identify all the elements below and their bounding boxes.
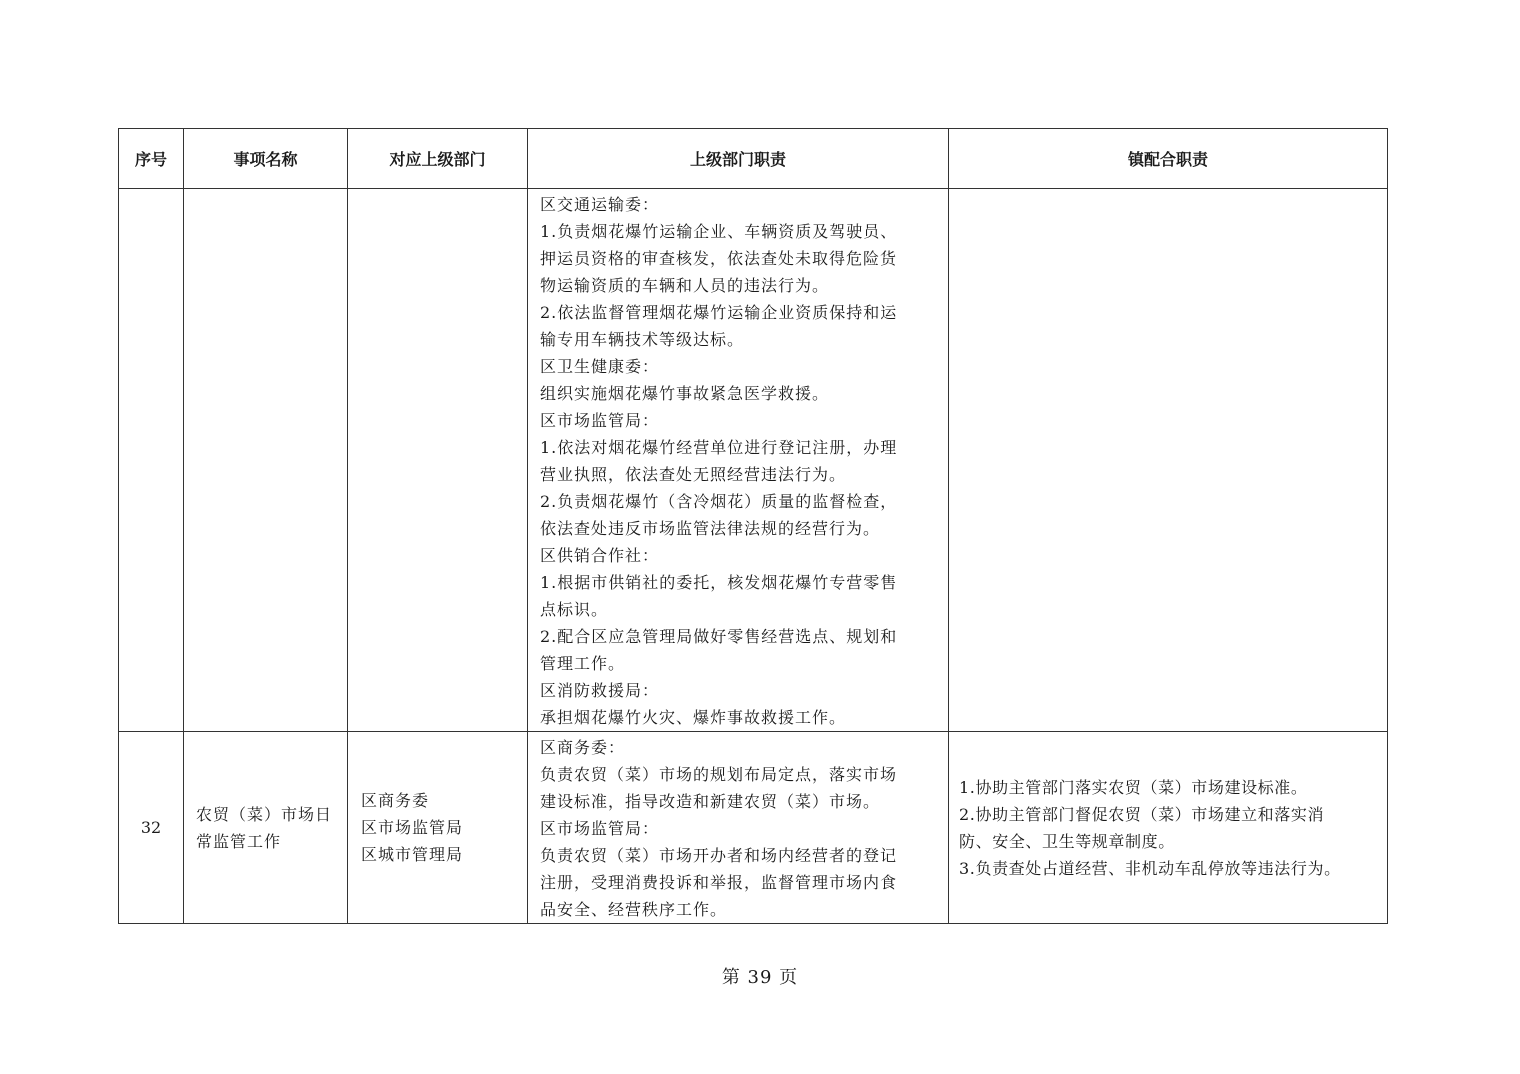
duty-line: 组织实施烟花爆竹事故紧急医学救援。 xyxy=(540,384,830,403)
superior-duties-cell xyxy=(528,189,949,732)
duty-line: 区卫生健康委： xyxy=(540,357,660,376)
duty-line: 负责农贸（菜）市场的规划布局定点，落实市场 xyxy=(540,765,898,784)
town-duty-line: 3.负责查处占道经营、非机动车乱停放等违法行为。 xyxy=(959,858,1341,878)
duty-line: 2.配合区应急管理局做好零售经营选点、规划和 xyxy=(540,627,898,646)
duty-line: 建设标准，指导改造和新建农贸（菜）市场。 xyxy=(540,792,881,811)
town-duty-line: 1.协助主管部门落实农贸（菜）市场建设标准。 xyxy=(959,777,1308,797)
department-line: 区商务委 xyxy=(361,791,430,810)
row-number-cell xyxy=(119,189,184,732)
duty-line: 负责农贸（菜）市场开办者和场内经营者的登记 xyxy=(540,846,898,865)
duty-line: 营业执照，依法查处无照经营违法行为。 xyxy=(540,465,847,484)
page-number: 第 39 页 xyxy=(721,967,799,988)
header-number: 序号 xyxy=(119,129,184,189)
duty-line: 承担烟花爆竹火灾、爆炸事故救援工作。 xyxy=(540,708,847,727)
table-header-row xyxy=(119,129,1388,189)
duty-line: 点标识。 xyxy=(540,600,609,619)
duty-line: 1.根据市供销社的委托，核发烟花爆竹专营零售 xyxy=(540,573,898,592)
item-name-line: 农贸（菜）市场日 xyxy=(196,804,333,824)
town-duties-cell xyxy=(949,189,1388,732)
item-name-cell xyxy=(184,189,348,732)
town-duty-line: 2.协助主管部门督促农贸（菜）市场建立和落实消 xyxy=(959,804,1325,824)
responsibility-table xyxy=(118,128,1388,924)
duty-line: 区消防救援局： xyxy=(540,681,660,700)
duty-line: 区供销合作社： xyxy=(540,546,660,565)
item-name-cell xyxy=(184,732,348,924)
superior-duties-cell xyxy=(528,732,949,924)
duty-line: 品安全、经营秩序工作。 xyxy=(540,900,728,919)
duty-line: 依法查处违反市场监管法律法规的经营行为。 xyxy=(540,519,881,538)
header-item-name: 事项名称 xyxy=(184,129,348,189)
departments-cell xyxy=(348,189,528,732)
town-duty-line: 防、安全、卫生等规章制度。 xyxy=(959,831,1175,851)
department-line: 区城市管理局 xyxy=(361,845,464,864)
duty-line: 2.负责烟花爆竹（含冷烟花）质量的监督检查， xyxy=(540,492,898,511)
duty-line: 押运员资格的审查核发，依法查处未取得危险货 xyxy=(540,249,898,268)
table-row xyxy=(119,189,1388,732)
duty-line: 注册，受理消费投诉和举报，监督管理市场内食 xyxy=(540,873,898,892)
item-name-line: 常监管工作 xyxy=(196,831,282,851)
duty-line: 1.依法对烟花爆竹经营单位进行登记注册，办理 xyxy=(540,438,898,457)
row-number-cell: 32 xyxy=(119,732,184,924)
town-duties-cell xyxy=(949,732,1388,924)
department-line: 区市场监管局 xyxy=(361,818,464,837)
duty-line: 1.负责烟花爆竹运输企业、车辆资质及驾驶员、 xyxy=(540,222,898,241)
duty-line: 2.依法监督管理烟花爆竹运输企业资质保持和运 xyxy=(540,303,898,322)
header-superior-department: 对应上级部门 xyxy=(348,129,528,189)
header-superior-duties: 上级部门职责 xyxy=(528,129,949,189)
duty-line: 物运输资质的车辆和人员的违法行为。 xyxy=(540,276,830,295)
duty-line: 区商务委： xyxy=(540,738,626,757)
departments-cell xyxy=(348,732,528,924)
duty-line: 输专用车辆技术等级达标。 xyxy=(540,330,745,349)
duty-line: 管理工作。 xyxy=(540,654,626,673)
duty-line: 区市场监管局： xyxy=(540,819,660,838)
header-town-duties: 镇配合职责 xyxy=(949,129,1388,189)
duty-line: 区市场监管局： xyxy=(540,411,660,430)
table-row xyxy=(119,732,1388,924)
duty-line: 区交通运输委： xyxy=(540,195,660,214)
